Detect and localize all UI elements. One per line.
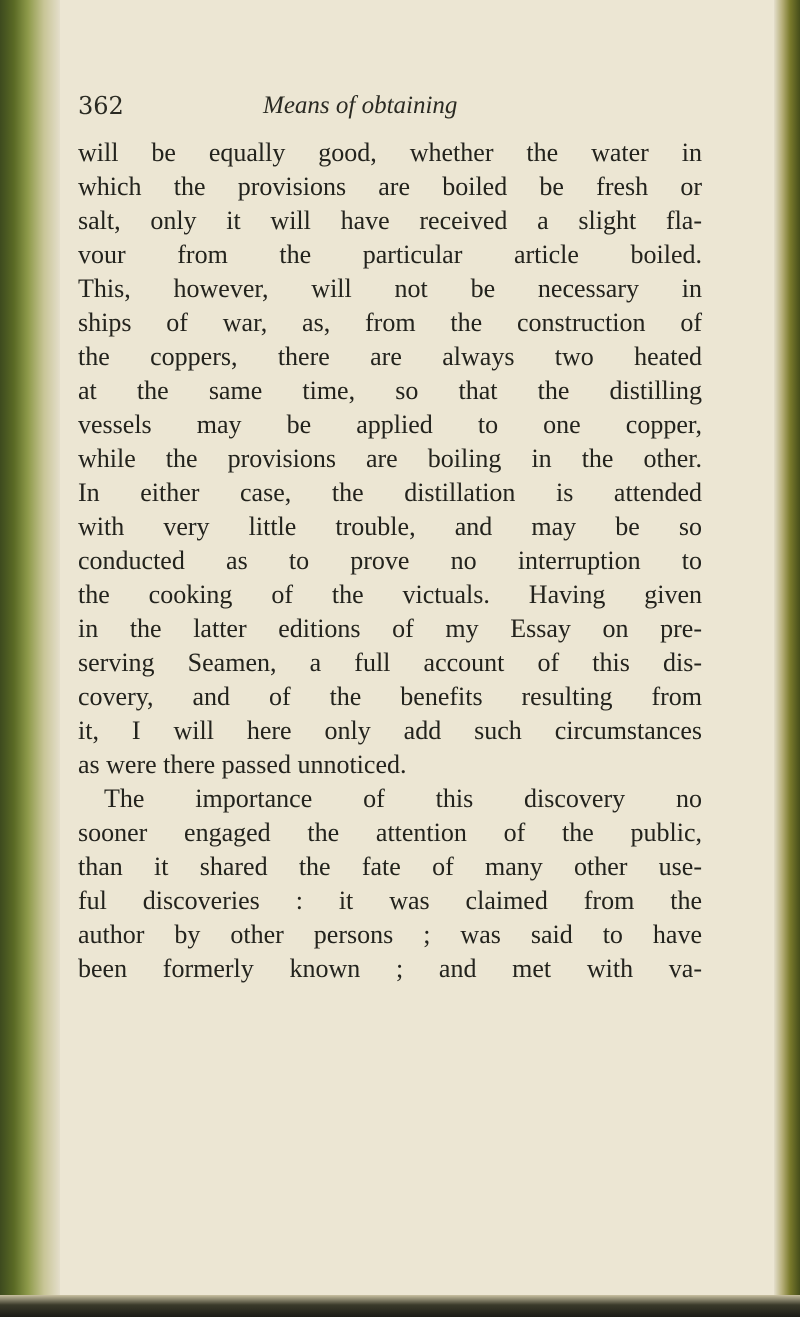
text-line: vessels may be applied to one copper, — [78, 410, 702, 439]
book-page — [78, 80, 768, 1260]
text-line: salt, only it will have received a slight fla- — [78, 206, 702, 235]
text-line: In either case, the distillation is attended — [78, 478, 702, 507]
text-line: sooner engaged the attention of the public, — [78, 818, 702, 847]
text-line: with very little trouble, and may be so — [78, 512, 702, 541]
text-line: as were there passed unnoticed. — [78, 750, 407, 779]
text-line: the coppers, there are always two heated — [78, 342, 702, 371]
text-line: The importance of this discovery no — [104, 784, 702, 813]
text-line: at the same time, so that the distilling — [78, 376, 702, 405]
text-line: the cooking of the victuals. Having given — [78, 580, 702, 609]
body-text — [78, 136, 758, 986]
book-gutter-left — [0, 0, 60, 1317]
text-line: covery, and of the benefits resulting from — [78, 682, 702, 711]
book-edge-right — [774, 0, 800, 1317]
text-line: while the provisions are boiling in the other. — [78, 444, 702, 473]
text-line: which the provisions are boiled be fresh or — [78, 172, 702, 201]
text-line: it, I will here only add such circumstances — [78, 716, 702, 745]
text-line: ships of war, as, from the construction of — [78, 308, 702, 337]
book-edge-bottom — [0, 1295, 800, 1317]
text-line: been formerly known ; and met with va- — [78, 954, 702, 983]
text-line: conducted as to prove no interruption to — [78, 546, 702, 575]
text-line: ful discoveries : it was claimed from the — [78, 886, 702, 915]
text-line: than it shared the fate of many other use- — [78, 852, 702, 881]
text-line: will be equally good, whether the water in — [78, 138, 702, 167]
page-number: 362 — [78, 92, 124, 120]
running-head: Means of obtaining — [263, 92, 458, 119]
page-header — [78, 92, 718, 132]
text-line: vour from the particular article boiled. — [78, 240, 702, 269]
text-line: in the latter editions of my Essay on pre- — [78, 614, 702, 643]
text-line: author by other persons ; was said to have — [78, 920, 702, 949]
text-line: serving Seamen, a full account of this dis- — [78, 648, 702, 677]
text-line: This, however, will not be necessary in — [78, 274, 702, 303]
